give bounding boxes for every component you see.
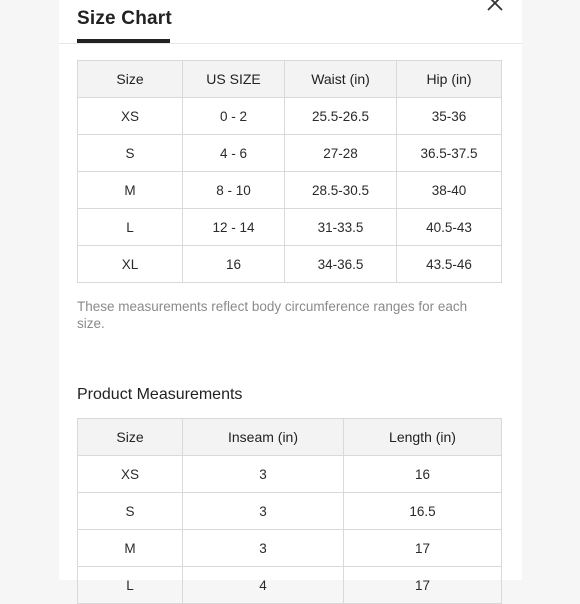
table-cell: 36.5-37.5 bbox=[397, 135, 502, 172]
table-cell: 43.5-46 bbox=[397, 246, 502, 283]
table-cell: 3 bbox=[183, 530, 344, 567]
table-cell: 8 - 10 bbox=[183, 172, 285, 209]
table-cell: 16 bbox=[344, 456, 502, 493]
modal-title: Size Chart bbox=[77, 8, 172, 29]
table-cell: 25.5-26.5 bbox=[285, 98, 397, 135]
table-cell: 40.5-43 bbox=[397, 209, 502, 246]
table-cell: 35-36 bbox=[397, 98, 502, 135]
size-table-header: Waist (in) bbox=[285, 61, 397, 98]
table-cell: XL bbox=[78, 246, 183, 283]
measurement-note: These measurements reflect body circumference ranges for each size. bbox=[77, 299, 468, 331]
table-row bbox=[78, 493, 502, 530]
table-cell: L bbox=[78, 209, 183, 246]
table-cell: 34-36.5 bbox=[285, 246, 397, 283]
table-cell: 16 bbox=[183, 246, 285, 283]
product-measurements-table bbox=[77, 418, 502, 604]
product-measurements-title: Product Measurements bbox=[77, 386, 243, 403]
table-cell: 4 - 6 bbox=[183, 135, 285, 172]
size-table-header: Hip (in) bbox=[397, 61, 502, 98]
table-cell: L bbox=[78, 567, 183, 604]
modal-content bbox=[77, 60, 502, 604]
product-table-header: Size bbox=[78, 419, 183, 456]
table-cell: 3 bbox=[183, 493, 344, 530]
table-cell: 3 bbox=[183, 456, 344, 493]
size-table bbox=[77, 60, 502, 283]
table-cell: 4 bbox=[183, 567, 344, 604]
table-cell: 17 bbox=[344, 567, 502, 604]
active-tab-indicator bbox=[77, 39, 170, 43]
table-row bbox=[78, 246, 502, 283]
table-cell: 31-33.5 bbox=[285, 209, 397, 246]
product-table-header: Length (in) bbox=[344, 419, 502, 456]
close-icon bbox=[484, 0, 506, 14]
table-cell: 17 bbox=[344, 530, 502, 567]
close-button[interactable] bbox=[484, 0, 506, 14]
table-row bbox=[78, 456, 502, 493]
table-cell: XS bbox=[78, 456, 183, 493]
table-cell: S bbox=[78, 493, 183, 530]
product-table-header: Inseam (in) bbox=[183, 419, 344, 456]
size-table-header: Size bbox=[78, 61, 183, 98]
table-row bbox=[78, 567, 502, 604]
modal-header bbox=[59, 0, 522, 44]
table-row bbox=[78, 530, 502, 567]
table-cell: 0 - 2 bbox=[183, 98, 285, 135]
table-cell: S bbox=[78, 135, 183, 172]
table-cell: M bbox=[78, 172, 183, 209]
table-cell: 16.5 bbox=[344, 493, 502, 530]
table-row bbox=[78, 98, 502, 135]
size-chart-modal bbox=[59, 0, 522, 593]
table-cell: 38-40 bbox=[397, 172, 502, 209]
product-table-header-row bbox=[78, 419, 502, 456]
table-row bbox=[78, 209, 502, 246]
table-cell: 12 - 14 bbox=[183, 209, 285, 246]
table-row bbox=[78, 135, 502, 172]
table-row bbox=[78, 172, 502, 209]
size-table-header-row bbox=[78, 61, 502, 98]
table-cell: M bbox=[78, 530, 183, 567]
table-cell: 28.5-30.5 bbox=[285, 172, 397, 209]
size-table-header: US SIZE bbox=[183, 61, 285, 98]
table-cell: 27-28 bbox=[285, 135, 397, 172]
table-cell: XS bbox=[78, 98, 183, 135]
